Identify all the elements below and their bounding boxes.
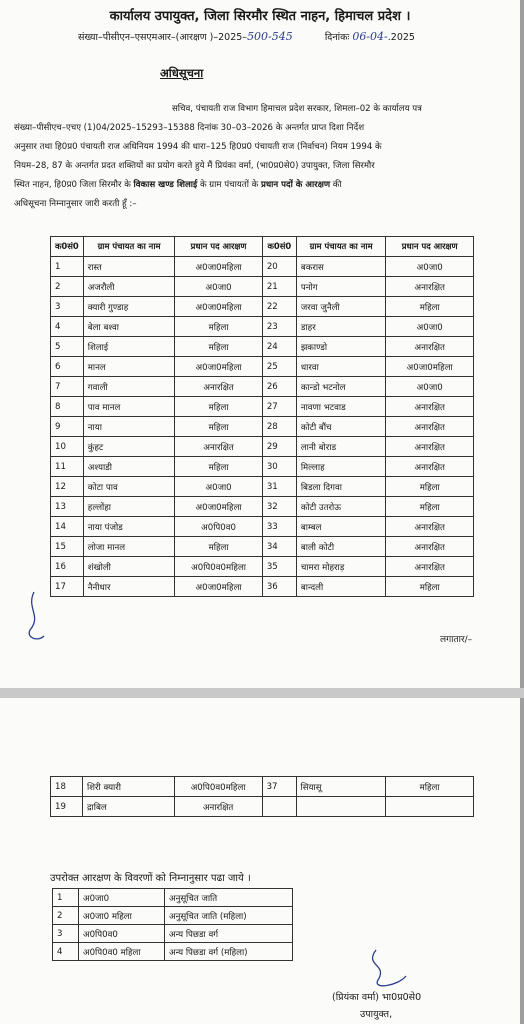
cell-serial-2: 25 [262, 357, 296, 377]
table-row [51, 497, 474, 517]
legend-row [53, 943, 293, 961]
cell-serial-2: 21 [262, 277, 296, 297]
cell-reservation-2: अनारक्षित [386, 437, 474, 457]
table-row [51, 477, 474, 497]
cell-reservation-1: अनारक्षित [175, 437, 263, 457]
cell-panchayat-1: अजरौली [83, 277, 175, 297]
table-row [51, 297, 474, 317]
legend-serial: 1 [53, 889, 79, 907]
cell-panchayat-2: बिडला दिगवा [296, 477, 386, 497]
cell-panchayat-1: मानल [83, 357, 175, 377]
table-row [51, 457, 474, 477]
cell-panchayat-1: नैनीधार [83, 577, 175, 597]
cell-panchayat-1: द्राबिल [82, 797, 174, 817]
reference-number-handwritten: 500-545 [247, 30, 293, 43]
cell-panchayat-1: पाव मानल [83, 397, 175, 417]
cell-reservation-2: महिला [386, 477, 474, 497]
header-panchayat-2: ग्राम पंचायत का नाम [296, 237, 386, 257]
body-line-5: स्थित नाहन, हि0प्र0 जिला सिरमौर के विकास खण्ड शिलाई के ग्राम पंचायतों के प्रधान पदों के आरक्षण की [14, 180, 342, 190]
cell-serial-1: 8 [51, 397, 84, 417]
signatory-designation: उपायुक्त, [360, 1009, 393, 1020]
cell-panchayat-2: पनोग [296, 277, 386, 297]
cell-reservation-1: अ0जा0महिला [175, 297, 263, 317]
table-row [51, 357, 474, 377]
cell-serial-1: 1 [51, 257, 84, 277]
cell-serial-1: 17 [51, 577, 84, 597]
cell-panchayat-2: सियासू [296, 777, 386, 797]
cell-panchayat-1: शंखोली [83, 557, 175, 577]
cell-panchayat-2: धारवा [296, 357, 386, 377]
cell-serial-2 [262, 797, 296, 817]
cell-panchayat-2: झकाण्डो [296, 337, 386, 357]
table-header-row [51, 237, 474, 257]
cell-reservation-2: अनारक्षित [386, 397, 474, 417]
reservation-table [50, 236, 474, 597]
cell-serial-1: 10 [51, 437, 84, 457]
cell-reservation-2: अ0जा0महिला [386, 357, 474, 377]
cell-panchayat-2: नावणा भटवाड [296, 397, 386, 417]
cell-reservation-2: अनारक्षित [386, 457, 474, 477]
cell-panchayat-2: कोटी बौंच [296, 417, 386, 437]
cell-reservation-1: अ0जा0 [175, 477, 263, 497]
cell-reservation-2: महिला [386, 497, 474, 517]
body-line-2: संख्या–पीसीएच–एचए (1)04/2025–15293–15388 दिनांक 30–03–2026 के अन्तर्गत प्राप्त दिशा निर्देश [14, 123, 365, 133]
legend-abbreviation: अ0जा0 महिला [79, 907, 165, 925]
table-row [51, 377, 474, 397]
cell-serial-2: 20 [262, 257, 296, 277]
cell-reservation-1: महिला [175, 397, 263, 417]
page-separator [0, 688, 524, 698]
cell-reservation-1: अ0जा0महिला [175, 497, 263, 517]
table-row [51, 277, 474, 297]
cell-panchayat-2: मिल्लाह [296, 457, 386, 477]
document-page-2 [0, 698, 520, 1024]
table-row [51, 417, 474, 437]
legend-meaning: अन्य पिछडा वर्ग [165, 925, 293, 943]
cell-serial-1: 18 [51, 777, 83, 797]
legend-abbreviation: अ0पि0व0 महिला [79, 943, 165, 961]
cell-panchayat-2: कान्डो भटनोल [296, 377, 386, 397]
cell-serial-2: 33 [262, 517, 296, 537]
cell-serial-1: 5 [51, 337, 84, 357]
cell-reservation-1: अनारक्षित [175, 377, 263, 397]
margin-initial-scribble [22, 590, 48, 650]
header-serial-2: क0सं0 [262, 237, 296, 257]
cell-panchayat-2: बाली कोटी [296, 537, 386, 557]
body-line-1: सचिव, पंचायती राज विभाग हिमाचल प्रदेश सरकार, शिमला–02 के कार्यालय पत्र [172, 104, 422, 114]
legend-row [53, 907, 293, 925]
cell-panchayat-2: बान्दली [296, 577, 386, 597]
cell-serial-1: 6 [51, 357, 84, 377]
cell-panchayat-1: नाया पंजोड [83, 517, 175, 537]
cell-serial-1: 9 [51, 417, 84, 437]
cell-panchayat-2: चामरा मोहराड़ [296, 557, 386, 577]
cell-serial-1: 3 [51, 297, 84, 317]
cell-serial-2: 35 [262, 557, 296, 577]
body-line-6: अधिसूचना निम्नानुसार जारी करती हूँ :– [14, 199, 137, 209]
office-title: कार्यालय उपायुक्त, जिला सिरमौर स्थित नाहन, हिमाचल प्रदेश । [109, 9, 411, 24]
table-row [51, 577, 474, 597]
cell-serial-1: 16 [51, 557, 84, 577]
legend-serial: 4 [53, 943, 79, 961]
signatory-name: (प्रियंका वर्मा) भा0प्र0से0 [332, 992, 422, 1003]
table-row [51, 257, 474, 277]
cell-panchayat-2: लानी बोराड [296, 437, 386, 457]
cell-serial-1: 2 [51, 277, 84, 297]
cell-panchayat-1: शिरी क्यारी [82, 777, 174, 797]
cell-panchayat-1: लोजा मानल [83, 537, 175, 557]
cell-serial-2: 32 [262, 497, 296, 517]
abbreviation-legend-table [52, 888, 293, 961]
cell-reservation-2: महिला [386, 297, 474, 317]
cell-reservation-1: अ0जा0महिला [175, 257, 263, 277]
header-reservation-1: प्रधान पद आरक्षण [175, 237, 263, 257]
reference-line [78, 30, 415, 43]
legend-serial: 3 [53, 925, 79, 943]
cell-serial-2: 22 [262, 297, 296, 317]
cell-panchayat-2: बाम्बल [296, 517, 386, 537]
cell-panchayat-2: बकरास [296, 257, 386, 277]
cell-reservation-1: अ0जा0महिला [175, 357, 263, 377]
cell-serial-2: 37 [262, 777, 296, 797]
cell-reservation-1: अ0पि0व0महिला [174, 777, 262, 797]
cell-reservation-1: अ0पि0व0 [175, 517, 263, 537]
table-row [51, 317, 474, 337]
cell-serial-1: 13 [51, 497, 84, 517]
reservation-subject: प्रधान पदों के आरक्षण [260, 180, 331, 190]
cell-reservation-1: अनारक्षित [174, 797, 262, 817]
block-name: विकास खण्ड शिलाई [133, 180, 198, 190]
cell-serial-2: 34 [262, 537, 296, 557]
cell-reservation-2: महिला [386, 577, 474, 597]
cell-reservation-2: अनारक्षित [386, 277, 474, 297]
cell-serial-2: 30 [262, 457, 296, 477]
cell-panchayat-2 [296, 797, 386, 817]
cell-reservation-1: अ0पि0व0महिला [175, 557, 263, 577]
reference-label: संख्या–पीसीएन–एसएमआर–(आरक्षण )–2025– [78, 32, 248, 43]
legend-meaning: अन्य पिछडा वर्ग (महिला) [165, 943, 293, 961]
cell-panchayat-1: नाया [83, 417, 175, 437]
cell-reservation-2: अनारक्षित [386, 517, 474, 537]
legend-meaning: अनुसूचित जाति (महिला) [165, 907, 293, 925]
reservation-table-continued [50, 776, 474, 817]
legend-title: उपरोक्त आरक्षण के विवरणों को निम्नानुसार पढा जाये । [50, 873, 251, 884]
notification-heading: अधिसूचना [160, 66, 204, 80]
legend-abbreviation: अ0जा0 [79, 889, 165, 907]
cell-panchayat-2: जरवा जुनैली [296, 297, 386, 317]
cell-panchayat-1: गवाली [83, 377, 175, 397]
table-row [51, 397, 474, 417]
table-row [51, 517, 474, 537]
cell-reservation-1: महिला [175, 317, 263, 337]
table-row [51, 797, 474, 817]
cell-reservation-2: अनारक्षित [386, 537, 474, 557]
cell-panchayat-1: क्यारी गुण्डाह [83, 297, 175, 317]
header-panchayat-1: ग्राम पंचायत का नाम [83, 237, 175, 257]
cell-reservation-1: अ0जा0महिला [175, 577, 263, 597]
cell-panchayat-1: बेला बश्वा [83, 317, 175, 337]
cell-reservation-1: अ0जा0 [175, 277, 263, 297]
table-row [51, 557, 474, 577]
cell-serial-1: 11 [51, 457, 84, 477]
cell-panchayat-1: कुंहट [83, 437, 175, 457]
legend-row [53, 889, 293, 907]
cell-panchayat-1: हल्लोंहा [83, 497, 175, 517]
cell-serial-2: 26 [262, 377, 296, 397]
cell-reservation-2: अ0जा0 [386, 257, 474, 277]
date-handwritten: 06-04- [352, 30, 388, 43]
cell-reservation-2: अनारक्षित [386, 337, 474, 357]
date-label: दिनांकः [324, 32, 350, 43]
legend-row [53, 925, 293, 943]
body-line-3: अनुसार तथा हि0प्र0 पंचायती राज अधिनियम 1994 की धारा–125 हि0प्र0 पंचायती राज (निर्वाचन) नियम 1994 के [14, 142, 382, 152]
cell-reservation-2: अनारक्षित [386, 417, 474, 437]
cell-serial-2: 36 [262, 577, 296, 597]
body-line-4: नियम–28, 87 के अन्तर्गत प्रदत शक्तियों का प्रयोग करते हुये मैं प्रियंका वर्मा, (भा0प्र0से0) उपायुक्त, जिला सिरमौर [14, 161, 375, 171]
cell-reservation-2: अ0जा0 [386, 377, 474, 397]
date-year: .2025 [387, 32, 415, 43]
cell-panchayat-2: डाहर [296, 317, 386, 337]
cell-panchayat-2: कोटी उतरोऊ [296, 497, 386, 517]
cell-panchayat-1: शिलाई [83, 337, 175, 357]
table-row [51, 437, 474, 457]
cell-reservation-2: महिला [386, 777, 474, 797]
cell-serial-1: 7 [51, 377, 84, 397]
cell-panchayat-1: अश्याडी [83, 457, 175, 477]
cell-serial-1: 15 [51, 537, 84, 557]
cell-reservation-2: अ0जा0 [386, 317, 474, 337]
cell-reservation-1: महिला [175, 417, 263, 437]
cell-panchayat-1: रास्त [83, 257, 175, 277]
continued-label: लगातार/– [440, 635, 473, 645]
cell-reservation-2 [386, 797, 474, 817]
cell-reservation-1: महिला [175, 337, 263, 357]
legend-serial: 2 [53, 907, 79, 925]
cell-serial-1: 14 [51, 517, 84, 537]
cell-reservation-2: अनारक्षित [386, 557, 474, 577]
legend-meaning: अनुसूचित जाति [165, 889, 293, 907]
notification-body [14, 100, 514, 214]
cell-reservation-1: महिला [175, 537, 263, 557]
table-row [51, 777, 474, 797]
cell-serial-2: 31 [262, 477, 296, 497]
header-serial-1: क0सं0 [51, 237, 84, 257]
cell-serial-2: 29 [262, 437, 296, 457]
cell-panchayat-1: कोटा पाव [83, 477, 175, 497]
table-row [51, 537, 474, 557]
cell-serial-2: 24 [262, 337, 296, 357]
cell-serial-1: 12 [51, 477, 84, 497]
table-row [51, 337, 474, 357]
cell-reservation-1: महिला [175, 457, 263, 477]
cell-serial-1: 19 [51, 797, 83, 817]
header-reservation-2: प्रधान पद आरक्षण [386, 237, 474, 257]
legend-abbreviation: अ0पि0व0 [79, 925, 165, 943]
cell-serial-1: 4 [51, 317, 84, 337]
cell-serial-2: 23 [262, 317, 296, 337]
cell-serial-2: 27 [262, 397, 296, 417]
signature-scribble [358, 946, 418, 994]
cell-serial-2: 28 [262, 417, 296, 437]
